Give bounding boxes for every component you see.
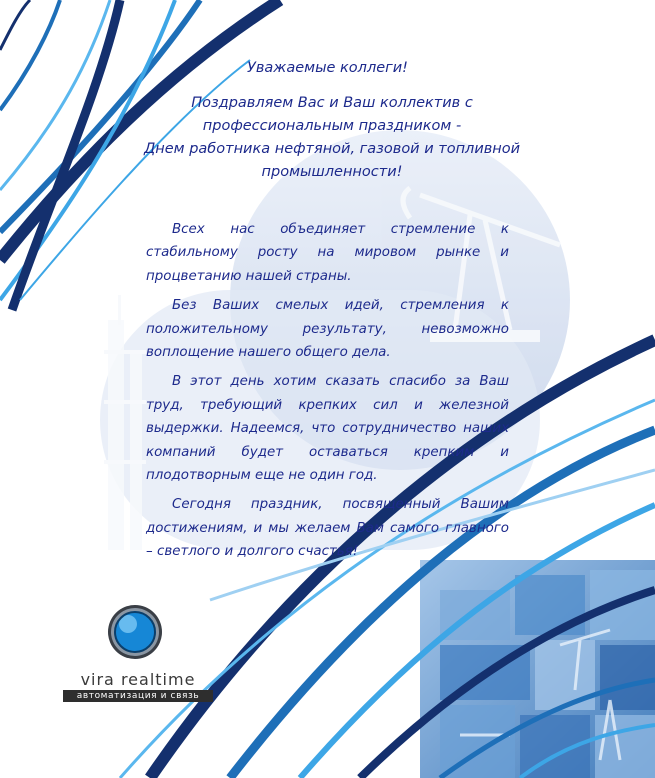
- letter-paragraph: Сегодня праздник, посвященный Вашим достижениям, и мы желаем Вам самого главного – светлого и долгого счастья!: [146, 497, 509, 560]
- letter-paragraph: Без Ваших смелых идей, стремления к положительному результату, невозможно воплощение нашего общего дела.: [146, 298, 509, 361]
- company-logo-tagline: автоматизация и связь: [63, 690, 213, 702]
- congratulation-line: промышленности!: [261, 164, 403, 180]
- letter-paragraph: Всех нас объединяет стремление к стабильному росту на мировом рынке и процветанию нашей страны.: [146, 222, 509, 284]
- letter-paragraph: В этот день хотим сказать спасибо за Ваш труд, требующий крепких сил и железной выдержки. Надеемся, что сотрудничество наших компаний будет оставаться крепким и плодотворным еще не один год.: [146, 374, 509, 484]
- congratulation-line: Поздравляем Вас и Ваш коллектив с: [191, 95, 473, 111]
- vira-logo-sphere: [108, 605, 162, 659]
- letter-greeting: Уважаемые коллеги!: [247, 60, 408, 76]
- letter-body: [146, 218, 509, 570]
- congratulation-line: Днем работника нефтяной, газовой и топливной: [143, 141, 521, 157]
- letter-congratulation: [100, 92, 564, 184]
- congratulation-line: профессиональным праздником -: [202, 118, 462, 134]
- photo-collage: [420, 560, 655, 778]
- company-logo-name: vira realtime: [80, 670, 196, 689]
